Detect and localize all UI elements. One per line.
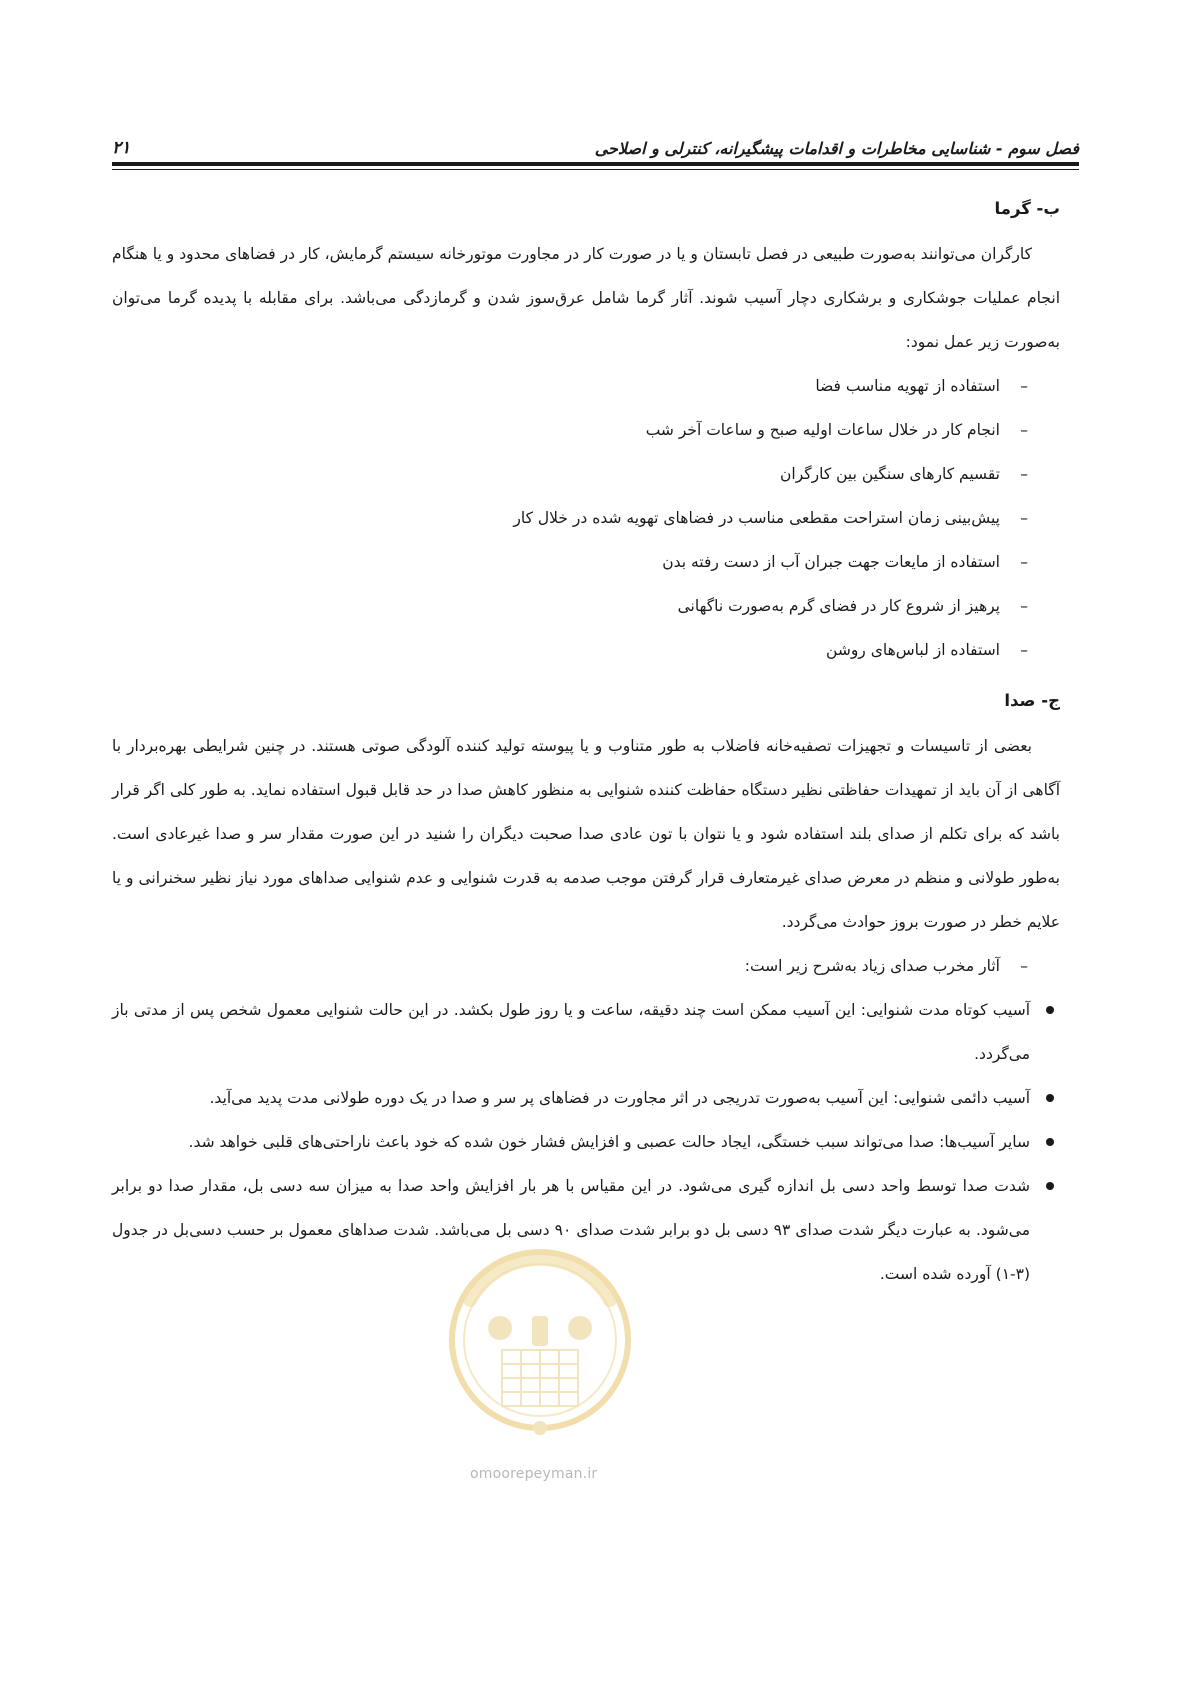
running-header	[112, 128, 1079, 158]
bullet-item	[112, 1076, 1060, 1120]
header-rule-thin	[112, 169, 1079, 170]
noise-effects-intro-list	[112, 944, 1060, 988]
bullet-item	[112, 988, 1060, 1076]
header-rule-thick	[112, 162, 1079, 166]
noise-effects-list	[112, 988, 1060, 1296]
list-item-text: استفاده از تهویه مناسب فضا	[815, 377, 1000, 395]
list-item	[112, 944, 1028, 988]
dash-marker: –	[1020, 553, 1028, 571]
list-item-text: پیش‌بینی زمان استراحت مقطعی مناسب در فضاهای تهویه شده در خلال کار	[513, 509, 1000, 527]
bullet-text: شدت صدا توسط واحد دسی بل اندازه گیری می‌شود. در این مقیاس با هر بار افزایش واحد صدا به میزان سه دسی بل، مقدار صدا دو برابر می‌شود. به عبارت دیگر شدت صدای ۹۳ دسی بل دو برابر شدت صدای ۹۰ دسی بل می‌باشد. شدت صداهای معمول بر حسب دسی‌بل در جدول (۳-۱) آورده شده است.	[112, 1177, 1030, 1283]
list-item	[112, 540, 1028, 584]
heat-measures-list	[112, 364, 1060, 672]
watermark-url: omoorepeyman.ir	[470, 1466, 598, 1482]
bullet-text: آسیب کوتاه مدت شنوایی: این آسیب ممکن است چند دقیقه، ساعت و یا روز طول بکشد. در این حالت شنوایی معمول شخص پس از مدتی باز می‌گردد.	[112, 1001, 1030, 1063]
effects-intro: آثار مخرب صدای زیاد به‌شرح زیر است:	[744, 957, 1000, 975]
chapter-title: فصل سوم - شناسایی مخاطرات و اقدامات پیشگیرانه، کنترلی و اصلاحی	[594, 139, 1079, 158]
dash-marker: –	[1020, 641, 1028, 659]
dash-marker: –	[1020, 957, 1028, 975]
list-item-text: پرهیز از شروع کار در فضای گرم به‌صورت ناگهانی	[677, 597, 1000, 615]
section-heading-heat: ب- گرما	[994, 199, 1060, 218]
bullet-dot	[1046, 1094, 1054, 1102]
list-item	[112, 584, 1028, 628]
list-item-text: انجام کار در خلال ساعات اولیه صبح و ساعات آخر شب	[645, 421, 1000, 439]
bullet-dot	[1046, 1006, 1054, 1014]
list-item-text: استفاده از مایعات جهت جبران آب از دست رفته بدن	[662, 553, 1000, 571]
bullet-text: آسیب دائمی شنوایی: این آسیب به‌صورت تدریجی در اثر مجاورت در فضاهای پر سر و صدا در یک دوره طولانی مدت پدید می‌آید.	[209, 1089, 1030, 1107]
page-number: ۲۱	[112, 138, 131, 158]
bullet-dot	[1046, 1138, 1054, 1146]
list-item-text: تقسیم کارهای سنگین بین کارگران	[780, 465, 1000, 483]
list-item	[112, 452, 1028, 496]
noise-paragraph: بعضی از تاسیسات و تجهیزات تصفیه‌خانه فاضلاب به طور متناوب و یا پیوسته تولید کننده آلودگی صوتی هستند. در چنین شرایطی بهره‌بردار با آگاهی از آن باید از تمهیدات حفاظتی نظیر دستگاه حفاظت کننده شنوایی به منظور کاهش صدا در حد قابل قبول استفاده نماید. به طور کلی اگر قرار باشد که برای تکلم از صدای بلند استفاده شود و یا نتوان با تون عادی صدا صحبت دیگران را شنید در این صورت مقدار سر و صدا غیرعادی است. به‌طور طولانی و منظم در معرض صدای غیرمتعارف قرار گرفتن موجب صدمه به قدرت شنوایی و عدم شنوایی صداهای مورد نیاز نظیر سخنرانی و یا علایم خطر در صورت بروز حوادث می‌گردد.	[112, 737, 1060, 931]
list-item	[112, 628, 1028, 672]
dash-marker: –	[1020, 597, 1028, 615]
list-item	[112, 364, 1028, 408]
bullet-item	[112, 1120, 1060, 1164]
dash-marker: –	[1020, 509, 1028, 527]
heat-paragraph: کارگران می‌توانند به‌صورت طبیعی در فصل تابستان و یا در صورت کار در مجاورت موتورخانه سیستم گرمایش، کار در فضاهای محدود و یا هنگام انجام عملیات جوشکاری و برشکاری دچار آسیب شوند. آثار گرما شامل عرق‌سوز شدن و گرمازدگی می‌باشد. برای مقابله با پدیده گرما می‌توان به‌صورت زیر عمل نمود:	[112, 245, 1060, 351]
bullet-item	[112, 1164, 1060, 1296]
dash-marker: –	[1020, 421, 1028, 439]
list-item-text: استفاده از لباس‌های روشن	[826, 641, 1000, 659]
dash-marker: –	[1020, 465, 1028, 483]
page-content	[112, 186, 1060, 1296]
dash-marker: –	[1020, 377, 1028, 395]
list-item	[112, 496, 1028, 540]
list-item	[112, 408, 1028, 452]
bullet-dot	[1046, 1182, 1054, 1190]
section-heading-noise: ج- صدا	[1004, 691, 1060, 710]
bullet-text: سایر آسیب‌ها: صدا می‌تواند سبب خستگی، ایجاد حالت عصبی و افزایش فشار خون شده که خود باعث ناراحتی‌های قلبی خواهد شد.	[188, 1133, 1030, 1151]
